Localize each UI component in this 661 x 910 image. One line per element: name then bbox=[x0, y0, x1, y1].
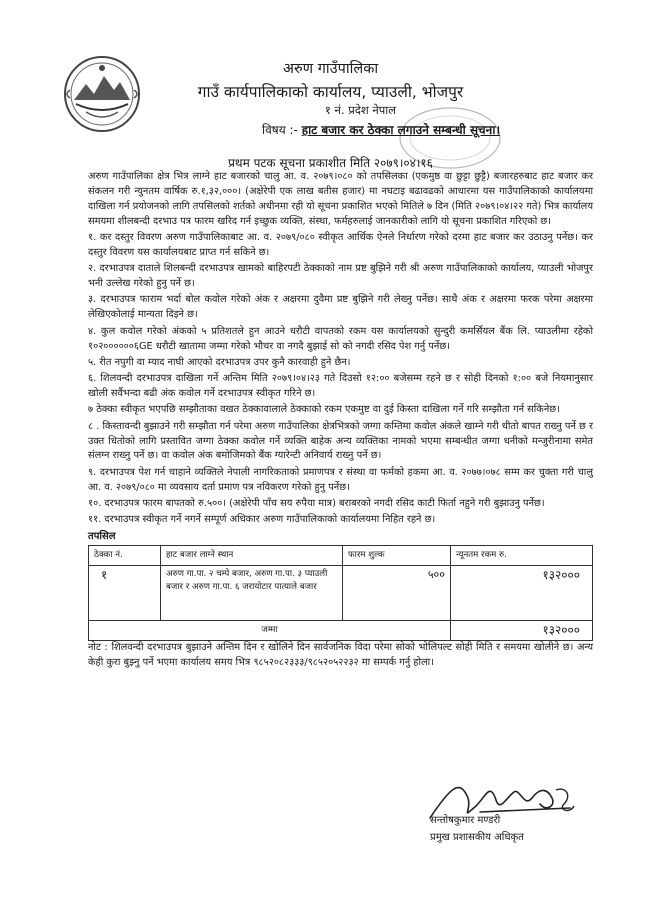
office-name: गाउँ कार्यपालिकाको कार्यालय, प्याउली, भोजपुर bbox=[197, 83, 464, 101]
col-header-min-amount: न्यूनतम रकम रु. bbox=[451, 546, 593, 566]
cell-min-amount: १३२००० bbox=[451, 566, 593, 621]
publication-date: प्रथम पटक सूचना प्रकाशीत मिति २०७९।०४।१६ bbox=[228, 156, 433, 170]
table-total-row bbox=[89, 621, 593, 641]
condition-item: २. दरभाउपत्र दाताले शिलबन्दी दरभाउपत्र खामको बाहिरपटी ठेक्काको नाम प्रष्ट बुझिने गरी श्री अरुण गाउँपालिकाको कार्यालय, प्याउली भोजपुर भनी उल्लेख गरेको हुनु पर्ने छ। bbox=[88, 263, 593, 290]
condition-item: ८ . किस्तावन्दी बुझाउने गरी सम्झौता गर्न परेमा अरुण गाउँपालिका क्षेत्रभित्रको जग्गा कम्तिमा कवोल अंकले खाम्ने गरी धीतो बापत राख्नु पर्ने छ र उक्त धितोको लागि प्रस्तावित जग्गा ठेक्का कवोल गर्ने व्यक्ति बाहेक अन्य व्यक्तिका नामको भएमा सम्बन्धीत जग्गा धनीको मन्जुरीनामा समेत संलग्न राख्नु पर्ने छ। वा कवोल अंक बमोजिमको बैंक ग्यारेन्टी अनिवार्य राख्नु पर्ने छ। bbox=[88, 420, 593, 462]
signatory-name: सन्तोषकुमार मण्डरी bbox=[430, 815, 501, 826]
condition-item: ५. रीत नपुगी वा म्याद नाघी आएको दरभाउपत्र उपर कुनै कारवाही हुने छैन। bbox=[88, 356, 351, 368]
condition-item: ४. कुल कवोल गरेको अंकको ५ प्रतिशतले हुन आउने धरौटी वापतको रकम यस कार्यालयको सुन्दुरी कमर्सियल बैंक लि. प्याउलीमा रहेको १०२००००००६GE धरौटी खातामा जम्मा गरेको भौचर वा नगदै बुझाई सो को नगदी रसिद पेश गर्नु पर्नेछ। bbox=[88, 325, 593, 352]
condition-item: ७ ठेक्का स्वीकृत भएपछि सम्झौताका वखत ठेक्कावालाले ठेक्काको रकम एकमुष्ट वा दुई किस्ता दाखिला गर्ने गरि सम्झौता गर्न सकिनेछ। bbox=[88, 404, 560, 416]
province-name: १ नं. प्रदेश नेपाल bbox=[324, 103, 397, 117]
org-name: अरुण गाउँपालिका bbox=[282, 61, 379, 77]
signature-icon bbox=[420, 768, 580, 838]
intro-paragraph: अरुण गाउँपालिका क्षेत्र भित्र लाग्ने हाट बजारको चालु आ. व. २०७९।०८० को तपसिलका (एकमुष्ठ वा छुट्टा छुट्टै) बजारहरुबाट हाट बजार कर संकलन गरी न्युनतम वार्षिक रु.१,३२,०००। (अक्षेरेपी एक लाख बतीस हजार) मा नघटाइ बढावढको आधारमा यस गाउँपालिकाको कार्यालयमा दाखिला गर्न प्रयोजनको लागि तपसिलको शर्तको अधीनमा रही यो सूचना प्रकाशित भएको मितिले ७ दिन (मिति २०७९।०४।२२ गते) भित्र कार्यालय समयमा शीलबन्दी दरभाउ पत्र फारम खरिद गर्न इच्छुक व्यक्ति, संस्था, फर्महरुलाई जानकारीको लागि यो सूचना प्रकाशित गरिएको छ। bbox=[88, 171, 593, 227]
condition-item: १०. दरभाउपत्र फारम बापतको रु.५००। (अक्षेरेपी पाँच सय रुपैया मात्र) बराबरको नगदी रसिद काटी फिर्ता नहुने गरी बुझाउनु पर्नेछ। bbox=[88, 497, 545, 509]
cell-contract-no: १ bbox=[89, 566, 161, 621]
subject-line bbox=[262, 121, 500, 138]
notice-body bbox=[88, 170, 593, 672]
subject-prefix: विषय :- bbox=[262, 123, 298, 137]
col-header-contract-no: ठेक्का नं. bbox=[89, 546, 161, 566]
subject-text: हाट बजार कर ठेक्का लगाउने सम्बन्धी सूचना। bbox=[301, 123, 500, 137]
col-header-place: हाट बजार लाग्ने स्थान bbox=[161, 546, 343, 566]
schedule-table bbox=[88, 545, 593, 641]
condition-item: ११. दरभाउपत्र स्वीकृत गर्ने नगर्ने सम्पूर्ण अधिकार अरुण गाउँपालिकाको कार्यालयमा निहित रहने छ। bbox=[88, 514, 436, 526]
table-label: तपसिल bbox=[88, 530, 116, 542]
total-label: जम्मा bbox=[89, 621, 451, 641]
note-paragraph: नोट : शिलवन्दी दरभाउपत्र बुझाउने अन्तिम दिन र खोलिने दिन सार्वजनिक विदा परेमा सोको भोलिपल्ट सोही मिति र समयमा खोलीने छ। अन्य केही कुरा बुझ्नु पर्ने भएमा कार्यालय समय भित्र ९८५२०८२३३३/९८५२०५२२३२ मा सम्पर्क गर्नु होला। bbox=[88, 642, 593, 669]
signatory-designation: प्रमुख प्रशासकीय अधिकृत bbox=[430, 832, 524, 843]
total-amount: १३२००० bbox=[451, 621, 593, 641]
condition-item: ९. दरभाउपत्र पेश गर्न चाहाने व्यक्तिले नेपाली नागरिकताको प्रमाणपत्र र संस्था वा फर्मको हकमा आ. व. २०७७।०७८ सम्म कर चुक्ता गरी चालु आ. व. २०७९/०८० मा व्यवसाय दर्ता प्रमाण पत्र नविकरण गरेको हुनु पर्नेछ। bbox=[88, 466, 593, 493]
table-row bbox=[89, 566, 593, 621]
table-header-row bbox=[89, 546, 593, 566]
col-header-form-fee: फारम शुल्क bbox=[343, 546, 451, 566]
cell-form-fee: ५०० bbox=[343, 566, 451, 621]
condition-item: ३. दरभाउपत्र फाराम भर्दा बोल कवोल गरेको अंक र अक्षरमा दुवैमा प्रष्ट बुझिने गरी लेख्नु पर्नेछ। साथै अंक र अक्षरमा फरक परेमा अक्षरमा लेखिएकोलाई मान्यता दिइने छ। bbox=[88, 294, 593, 321]
cell-place: अरुण गा.पा. २ चम्पे बजार, अरुण गा.पा. ३ प्याउली बजार र अरुण गा.पा. ६ जरायोटार पात्याले बजार bbox=[161, 566, 343, 621]
condition-item: ६. शिलवन्दी दरभाउपत्र दाखिला गर्ने अन्तिम मिति २०७९।०४।२३ गते दिउसो १२:०० बजेसम्म रहने छ र सोही दिनको १:०० बजे नियमानुसार खोली सर्वैभन्दा बढी अंक कवोल गर्ने दरभाउपत्र स्वीकृत गरिने छ। bbox=[88, 373, 593, 400]
condition-item: १. कर दस्तुर विवरण अरुण गाउँपालिकाबाट आ. व. २०७९/०८० स्वीकृत आर्थिक ऐनले निर्धारण गरेको दरमा हाट बजार कर उठाउनु पर्नेछ। कर दस्तुर विवरण यस कार्यालयबाट प्राप्त गर्न सकिने छ। bbox=[88, 232, 593, 258]
